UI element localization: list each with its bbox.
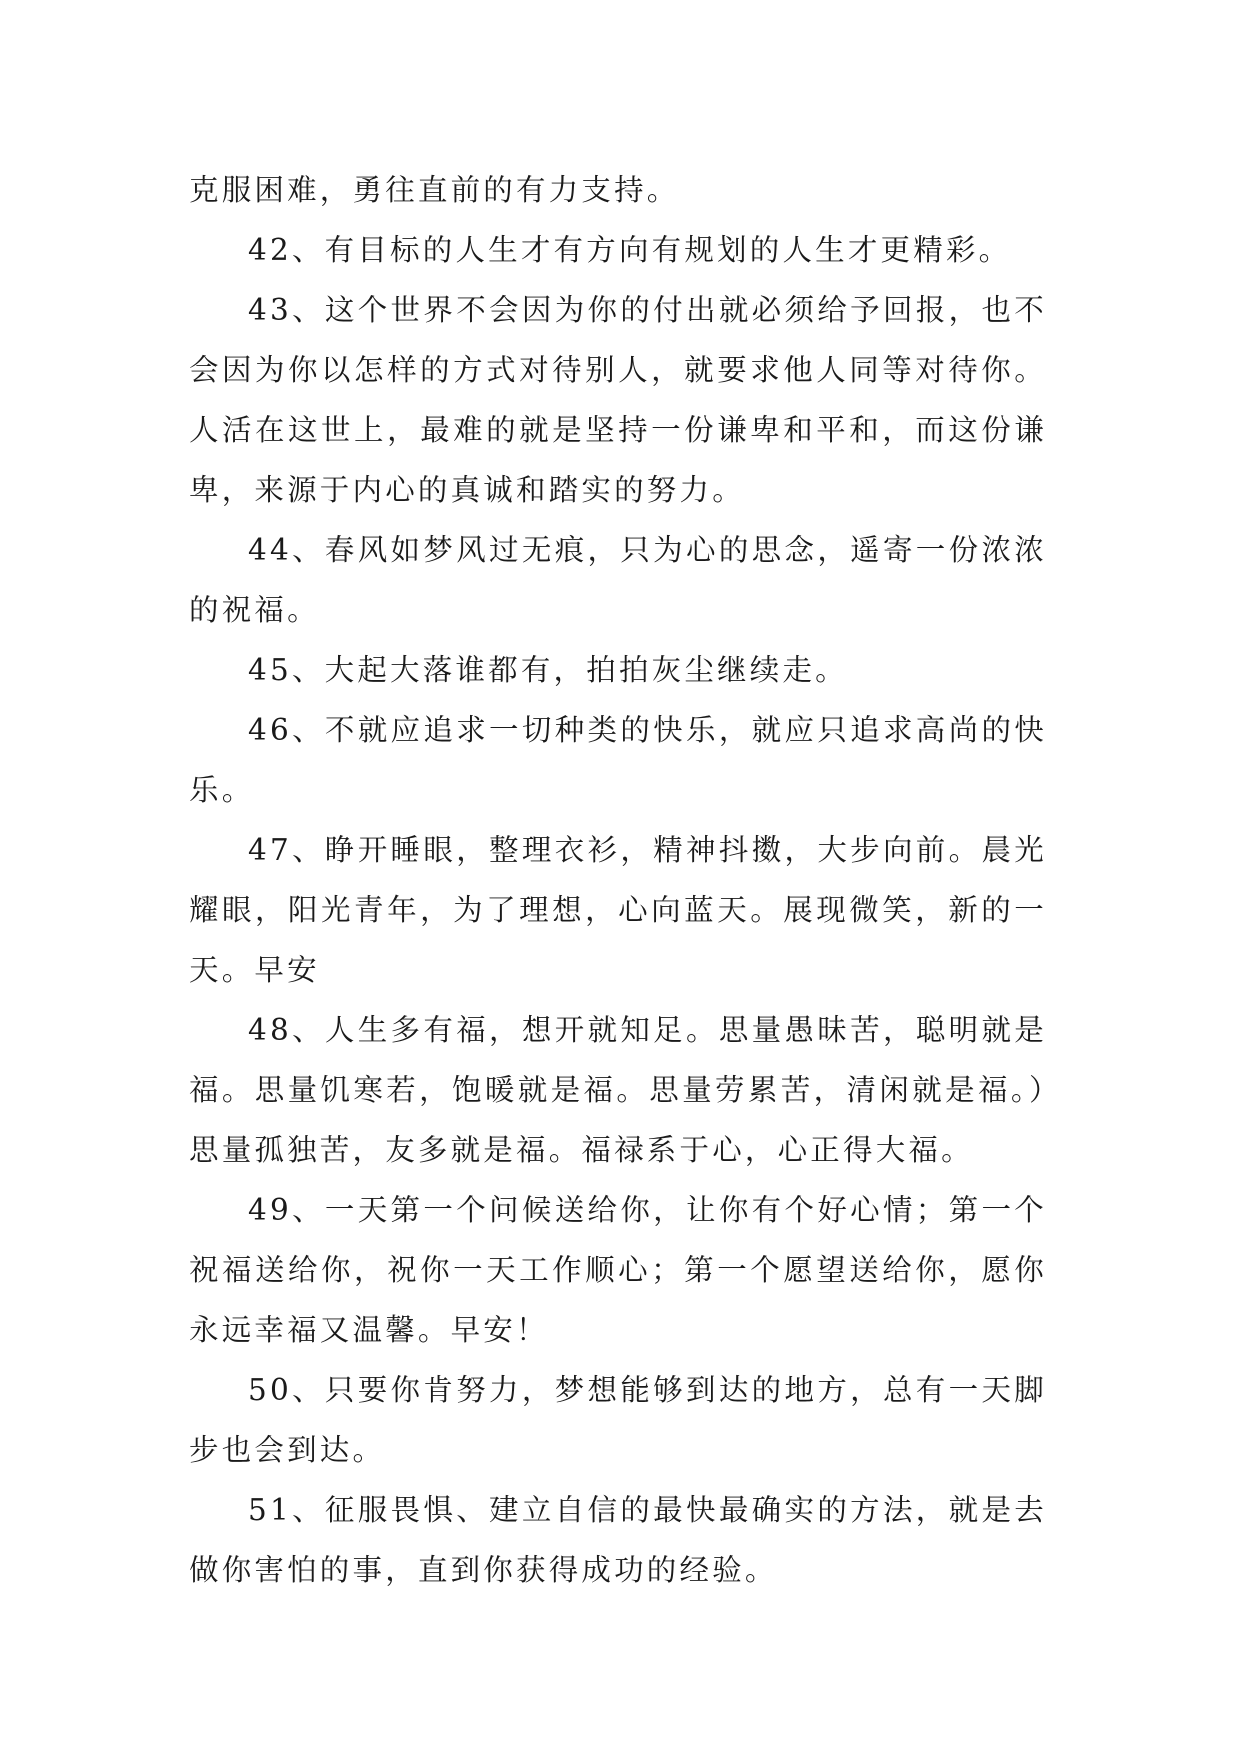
document-body: [189, 160, 1047, 1600]
paragraph-43: 43、这个世界不会因为你的付出就必须给予回报，也不会因为你以怎样的方式对待别人，就要求他人同等对待你。人活在这世上，最难的就是坚持一份谦卑和平和，而这份谦卑，来源于内心的真诚和踏实的努力。: [189, 293, 1047, 507]
paragraph-45: 45、大起大落谁都有，拍拍灰尘继续走。: [248, 653, 848, 687]
paragraph-continuation: 克服困难，勇往直前的有力支持。: [189, 173, 680, 207]
paragraph-42: 42、有目标的人生才有方向有规划的人生才更精彩。: [248, 233, 1012, 267]
paragraph-48: 48、人生多有福，想开就知足。思量愚昧苦，聪明就是福。思量饥寒若，饱暖就是福。思量劳累苦，清闲就是福。）思量孤独苦，友多就是福。福禄系于心，心正得大福。: [189, 1013, 1047, 1167]
paragraph-44: 44、春风如梦风过无痕，只为心的思念，遥寄一份浓浓的祝福。: [189, 533, 1047, 627]
paragraph-51: 51、征服畏惧、建立自信的最快最确实的方法，就是去做你害怕的事，直到你获得成功的经验。: [189, 1493, 1047, 1587]
paragraph-47: 47、睁开睡眼，整理衣衫，精神抖擞，大步向前。晨光耀眼，阳光青年，为了理想，心向蓝天。展现微笑，新的一天。早安: [189, 833, 1047, 987]
paragraph-49: 49、一天第一个问候送给你，让你有个好心情；第一个祝福送给你，祝你一天工作顺心；第一个愿望送给你，愿你永远幸福又温馨。早安！: [189, 1193, 1047, 1347]
paragraph-46: 46、不就应追求一切种类的快乐，就应只追求高尚的快乐。: [189, 713, 1047, 807]
paragraph-50: 50、只要你肯努力，梦想能够到达的地方，总有一天脚步也会到达。: [189, 1373, 1047, 1467]
